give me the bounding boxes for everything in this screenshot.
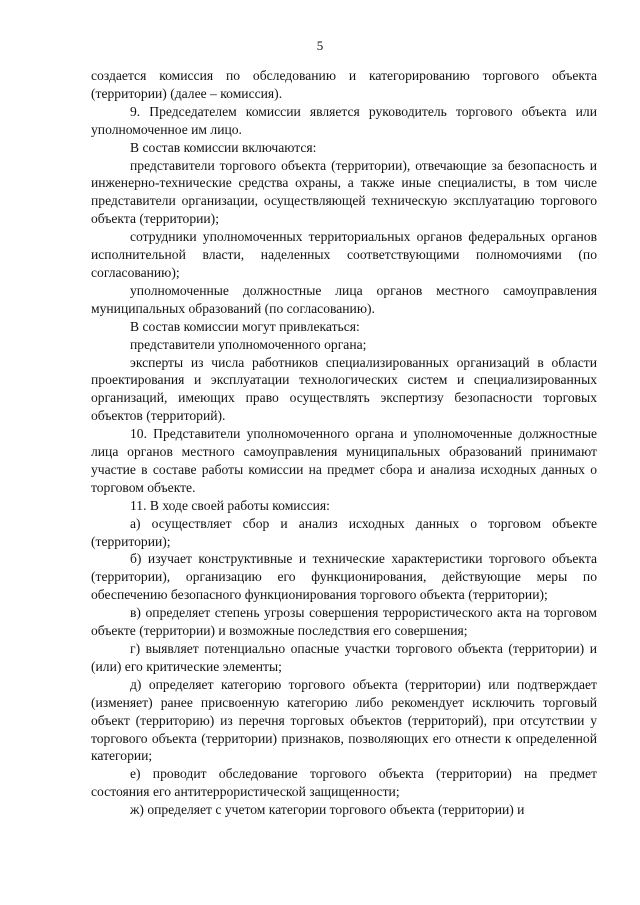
paragraph: 11. В ходе своей работы комиссия: xyxy=(130,497,330,513)
paragraph: представители уполномоченного органа; xyxy=(130,336,367,352)
paragraph: в) определяет степень угрозы совершения террористического акта на торговом объекте (территории) и возможные последствия его совершения; xyxy=(91,605,597,639)
paragraph: эксперты из числа работников специализированных организаций в области проектирования и эксплуатации технологических систем и специализированных организаций, имеющих право осуществлять экспертизу безопасности торговых объектов (территорий). xyxy=(91,354,597,424)
paragraph: сотрудники уполномоченных территориальных органов федеральных органов исполнительной власти, наделенных соответствующими полномочиями (по согласованию); xyxy=(91,229,597,280)
paragraph: представители торгового объекта (территории), отвечающие за безопасность и инженерно-технические средства охраны, а также иные специалисты, в том числе представители организации, осуществляющей техническую эксплуатацию торгового объекта (территории); xyxy=(91,157,597,227)
paragraph: 10. Представители уполномоченного органа и уполномоченные должностные лица органов местного самоуправления муниципальных образований принимают участие в составе работы комиссии на предмет сбора и анализа исходных данных о торговом объекте. xyxy=(91,426,597,495)
paragraph: В состав комиссии включаются: xyxy=(130,139,317,155)
document-body xyxy=(91,67,597,819)
paragraph: ж) определяет с учетом категории торгового объекта (территории) и xyxy=(130,802,525,818)
paragraph: уполномоченные должностные лица органов местного самоуправления муниципальных образований (по согласованию). xyxy=(91,282,597,316)
paragraph: д) определяет категорию торгового объекта (территории) или подтверждает (изменяет) ранее присвоенную категорию либо рекомендует исключить торговый объект (территорию) из перечня торговых объектов (территорий), при отсутствии у торгового объекта (территории) признаков, позволяющих его отнести к определенной категории; xyxy=(91,676,597,764)
paragraph: создается комиссия по обследованию и категорированию торгового объекта (территории) (далее – комиссия). xyxy=(91,68,597,101)
page-number: 5 xyxy=(316,38,324,53)
paragraph: г) выявляет потенциально опасные участки торгового объекта (территории) и (или) его критические элементы; xyxy=(91,641,597,674)
paragraph: В состав комиссии могут привлекаться: xyxy=(130,318,360,334)
paragraph: а) осуществляет сбор и анализ исходных данных о торговом объекте (территории); xyxy=(91,515,597,549)
paragraph: 9. Председателем комиссии является руководитель торгового объекта или уполномоченное им лицо. xyxy=(91,103,597,137)
paragraph: б) изучает конструктивные и технические характеристики торгового объекта (территории), организацию его функционирования, действующие меры по обеспечению безопасного функционирования торгового объекта (территории); xyxy=(91,551,597,603)
paragraph: е) проводит обследование торгового объекта (территории) на предмет состояния его антитеррористической защищенности; xyxy=(91,766,597,800)
